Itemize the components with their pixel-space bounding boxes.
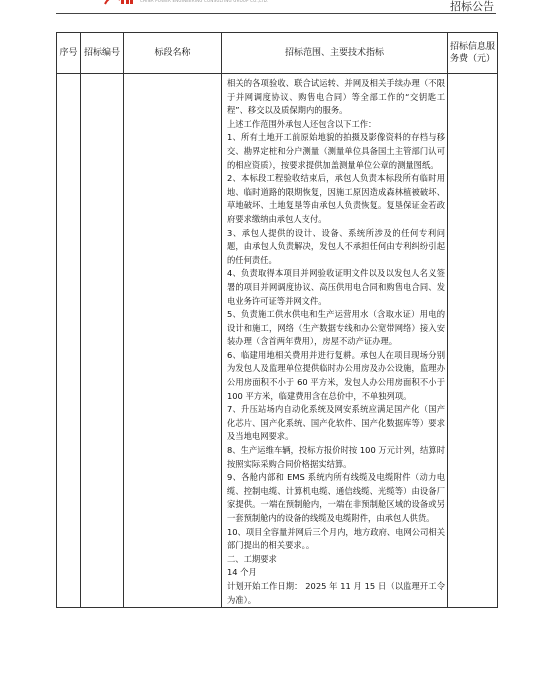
table-row bbox=[57, 74, 498, 608]
scope-paragraph: 上述工作范围外承包人还包含以下工作： bbox=[227, 118, 377, 129]
page-header bbox=[0, 0, 552, 18]
scope-paragraph: 9、各舱内部和 EMS 系统内所有线缆及电缆附件（动力电缆、控制电缆、计算机电缆、通信线缆、光缆等）由设备厂家提供。一端在预制舱内，一端在非预制舱区域的设备或另一套预制舱内的设备的线缆及电缆附件，由承包人供货。 bbox=[227, 472, 445, 523]
scope-paragraph: 6、临建用地相关费用并进行复耕。承包人在项目现场分别为发包人及监理单位提供临时办公用房及办公设施，监理办公用房面积不小于 60 平方米，发包人办公用房面积不小于 100 平方米，临建费用含在总价中，不单独列项。 bbox=[227, 349, 445, 401]
table-header-row bbox=[57, 33, 498, 74]
scope-paragraph: 4、负责取得本项目并网验收证明文件以及以发包人名义签署的项目并网调度协议、高压供用电合同和购售电合同、发电业务许可证等并网文件。 bbox=[227, 268, 445, 306]
cell-section-name bbox=[124, 74, 222, 608]
header-seq: 序号 bbox=[57, 33, 81, 74]
cell-scope bbox=[222, 74, 448, 608]
company-name-en: CHINA POWER ENGINEERING CONSULTING GROUP CO.,LTD. bbox=[140, 0, 269, 3]
header-fee: 招标信息服务费（元） bbox=[448, 33, 498, 74]
header-bid-no: 招标编号 bbox=[81, 33, 124, 74]
header-scope: 招标范围、主要技术指标 bbox=[222, 33, 448, 74]
scope-paragraph: 10、项目全容量并网后三个月内，地方政府、电网公司相关部门提出的相关要求。。 bbox=[227, 526, 445, 551]
section-heading-schedule: 二、工期要求 bbox=[227, 553, 277, 564]
company-logo bbox=[104, 0, 134, 6]
header-section-name: 标段名称 bbox=[124, 33, 222, 74]
scope-paragraph: 8、生产运维车辆，投标方报价时按 100 万元计列，结算时按照实际采购合同价格据实结算。 bbox=[227, 445, 445, 469]
scope-paragraph: 3、承包人提供的设计、设备、系统所涉及的任何专利问题，由承包人负责解决，发包人不承担任何由专利纠纷引起的任何责任。 bbox=[227, 227, 445, 265]
schedule-duration: 14 个月 bbox=[227, 567, 257, 578]
scope-paragraph: 7、升压站场内自动化系统及网安系统应满足国产化（国产化芯片、国产化系统、国产化软件、国产化数据库等）要求及当地电网要求。 bbox=[227, 404, 445, 442]
cell-seq bbox=[57, 74, 81, 608]
cell-bid-no bbox=[81, 74, 124, 608]
schedule-start-date: 计划开始工作日期： 2025 年 11 月 15 日（以监理开工令为准）。 bbox=[227, 580, 445, 605]
scope-paragraph: 5、负责施工供水供电和生产运营用水（含取水证）用电的设计和施工，网络（生产数据专线和办公宽带网络）接入安装办理（含首两年费用），房屋不动产证办理。 bbox=[227, 309, 445, 347]
header-divider bbox=[56, 13, 496, 14]
scope-paragraph: 1、所有土地开工前原始地貌的拍摄及影像资料的存档与移交、勘界定桩和分户测量（测量单位具备国土主管部门认可的相应资质），按要求提供加盖测量单位公章的测量图纸。 bbox=[227, 132, 445, 170]
scope-paragraph: 相关的各项验收、联合试运转、并网及相关手续办理（不限于并网调度协议、购售电合同）等全部工作的“交钥匙工程”、移交以及质保期内的服务。 bbox=[227, 78, 445, 116]
bid-table bbox=[56, 32, 498, 608]
document-tag: 招标公告 bbox=[450, 0, 494, 13]
scope-paragraph: 2、本标段工程验收结束后，承包人负责本标段所有临时用地、临时道路的限期恢复，因施工原因造成森林植被破坏、草地破坏、土地复垦等由承包人负责恢复。复垦保证金若政府要求缴纳由承包人支付。 bbox=[227, 173, 445, 224]
cell-fee bbox=[448, 74, 498, 608]
